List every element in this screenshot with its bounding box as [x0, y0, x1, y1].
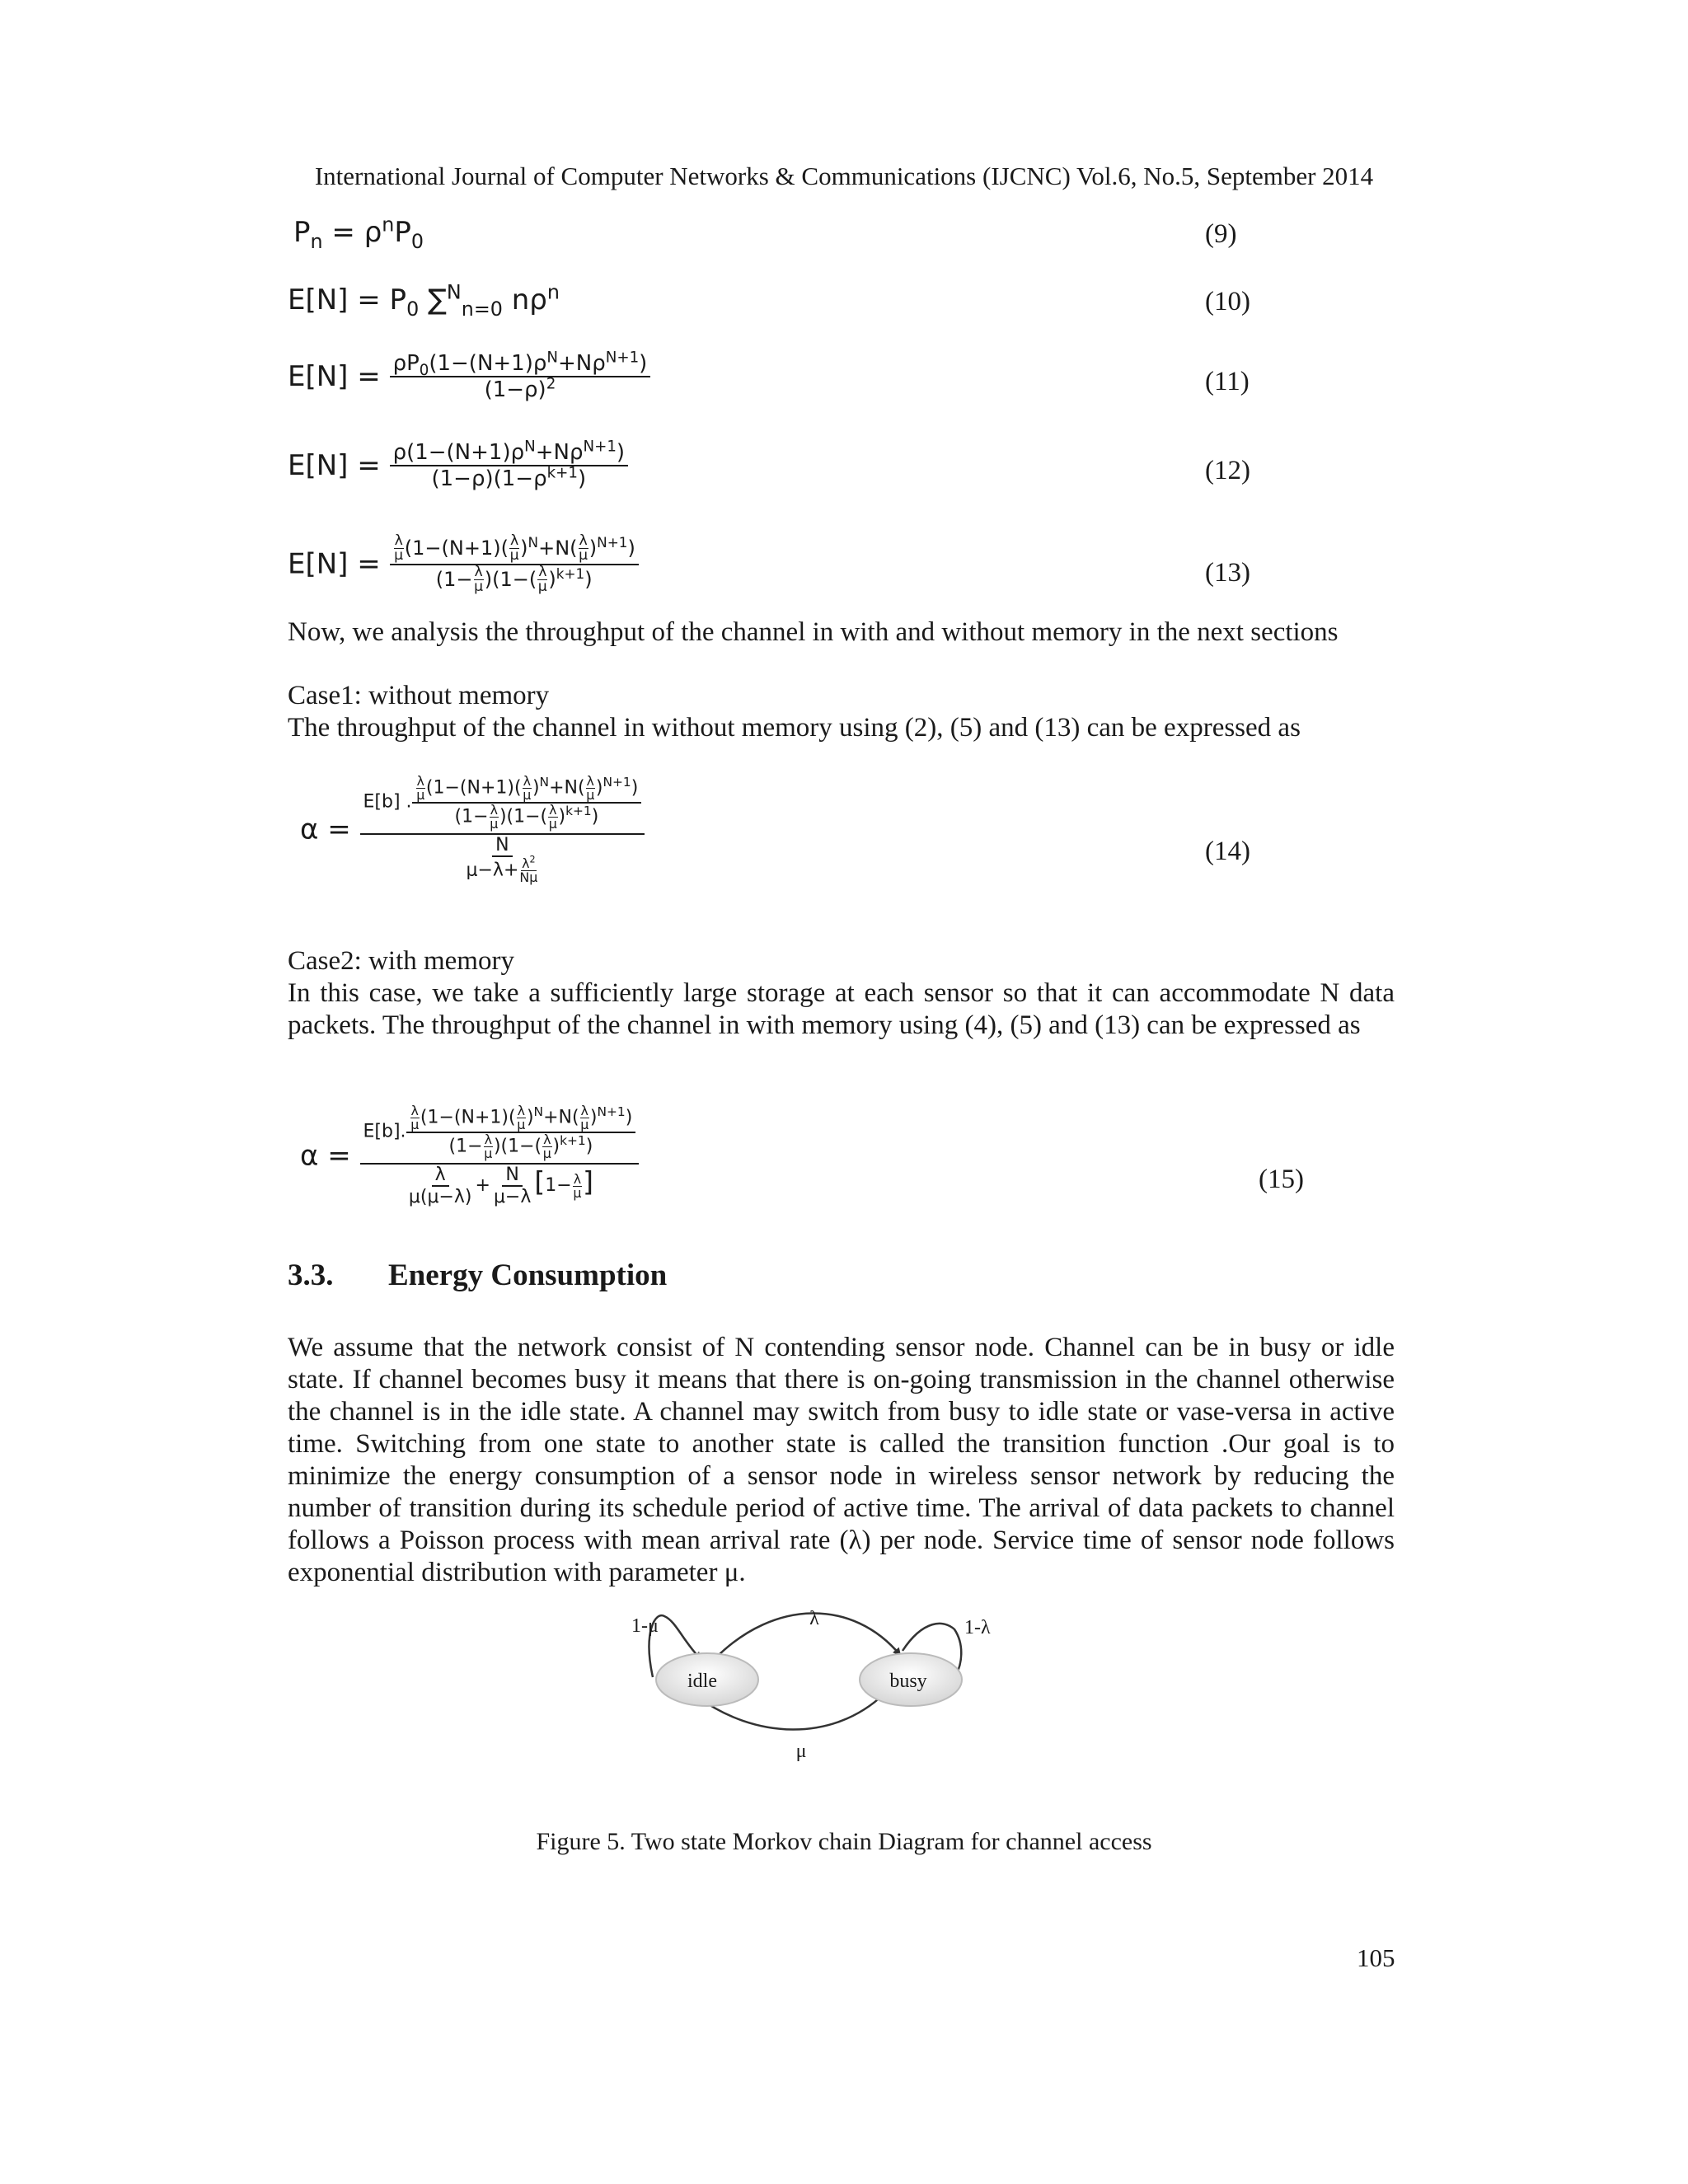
equation-number-15: (15)	[1259, 1165, 1304, 1194]
paragraph-intro: Now, we analysis the throughput of the channel in with and without memory in the next sections	[288, 617, 1339, 647]
section-title: Energy Consumption	[388, 1258, 668, 1292]
label-self-busy: 1-λ	[964, 1617, 991, 1638]
case1-text: The throughput of the channel in without memory using (2), (5) and (13) can be expressed as	[288, 713, 1301, 743]
state-idle-label: idle	[687, 1671, 717, 1692]
equation-11: E[N] = $\frac{\rho P_0(1-(N+1)\rho^N+N\rho^{N+1})}{(1-\rho)^2}$	[288, 351, 650, 402]
label-idle-to-busy: λ	[809, 1608, 819, 1629]
equation-number-14: (14)	[1205, 837, 1250, 866]
case1-title: Case1: without memory	[288, 681, 550, 710]
state-busy-label: busy	[889, 1671, 927, 1692]
equation-number-9: (9)	[1205, 219, 1237, 249]
section-number: 3.3.	[288, 1258, 334, 1292]
label-self-idle: 1-μ	[631, 1615, 659, 1637]
equation-number-13: (13)	[1205, 558, 1250, 588]
label-busy-to-idle: μ	[795, 1741, 807, 1762]
equation-number-12: (12)	[1205, 456, 1250, 485]
equation-number-10: (10)	[1205, 287, 1250, 316]
transition-idle-to-busy	[715, 1613, 900, 1658]
equation-10: $E[N] = P_0$ ∑$^N_{n=0}$ $n\rho^n$	[288, 280, 560, 321]
paragraph-energy: We assume that the network consist of N contending sensor node. Channel can be in busy or idle state. If channel becomes busy it means that there is on-going transmission in the channel otherwise the channel is in the idle state. A channel may switch from busy to idle state or vase-versa in active time. Switching from one state to another state is called the transition function .Our goal is to minimize the energy consumption of a sensor node in wireless sensor network by reducing the number of transition during its schedule period of active time. The arrival of data packets to channel follows a Poisson process with mean arrival rate (λ) per node. Service time of sensor node follows exponential distribution with parameter μ.	[288, 1333, 1395, 1587]
equation-14: α = E[b] . $\frac{\lambda}{\mu}$ (1−(N+1)( $\frac{\lambda}{\mu}$ )$^N$+N( $\frac{\lambda}{\mu}$ )$^{N+1}$) (1− $\frac{\lambda}{\mu}$ )(1−( $\frac{\lambda}{\mu}$ )$^{k+1}$) N μ−λ+ $\frac{\lambda^2}{N\mu}$	[300, 775, 645, 884]
case2-title: Case2: with memory	[288, 946, 514, 976]
equation-12: E[N] = $\frac{\rho(1-(N+1)\rho^N+N\rho^{N+1})}{(1-\rho)(1-\rho^{k+1})}$	[288, 440, 628, 491]
equation-9: $P_n = \rho^nP_0$	[293, 213, 424, 253]
equation-13: E[N] = $\frac{\lambda}{\mu}$ (1−(N+1)( $\frac{\lambda}{\mu}$ )$^N$+N( $\frac{\lambda}{\mu}$ )$^{N+1}$) (1− $\frac{\lambda}{\mu}$ )(1−( $\frac{\lambda}{\mu}$ )$^{k+1}$)	[288, 534, 639, 594]
journal-header: International Journal of Computer Networks & Communications (IJCNC) Vol.6, No.5, September 2014	[314, 162, 1374, 190]
case2-text: In this case, we take a sufficiently large storage at each sensor so that it can accommodate N data packets. The throughput of the channel in with memory using (4), (5) and (13) can be expressed as	[288, 978, 1395, 1040]
equation-15: α = E[b]. $\frac{\lambda}{\mu}$ (1−(N+1)( $\frac{\lambda}{\mu}$ )$^N$+N( $\frac{\lambda}{\mu}$ )$^{N+1}$) (1− $\frac{\lambda}{\mu}$ )(1−( $\frac{\lambda}{\mu}$ )$^{k+1}$) $\frac{\lambda}{\mu(\mu-\lambda)}$ + $\frac{N}{\mu-\lambda}$ [1− $\frac{\lambda}{\mu}$ ]	[300, 1104, 639, 1207]
section-heading	[288, 1258, 667, 1293]
figure-caption: Figure 5. Two state Morkov chain Diagram for channel access	[536, 1828, 1152, 1855]
equation-number-11: (11)	[1205, 367, 1250, 396]
page-number: 105	[1357, 1943, 1395, 1972]
markov-chain-diagram	[610, 1603, 1006, 1772]
